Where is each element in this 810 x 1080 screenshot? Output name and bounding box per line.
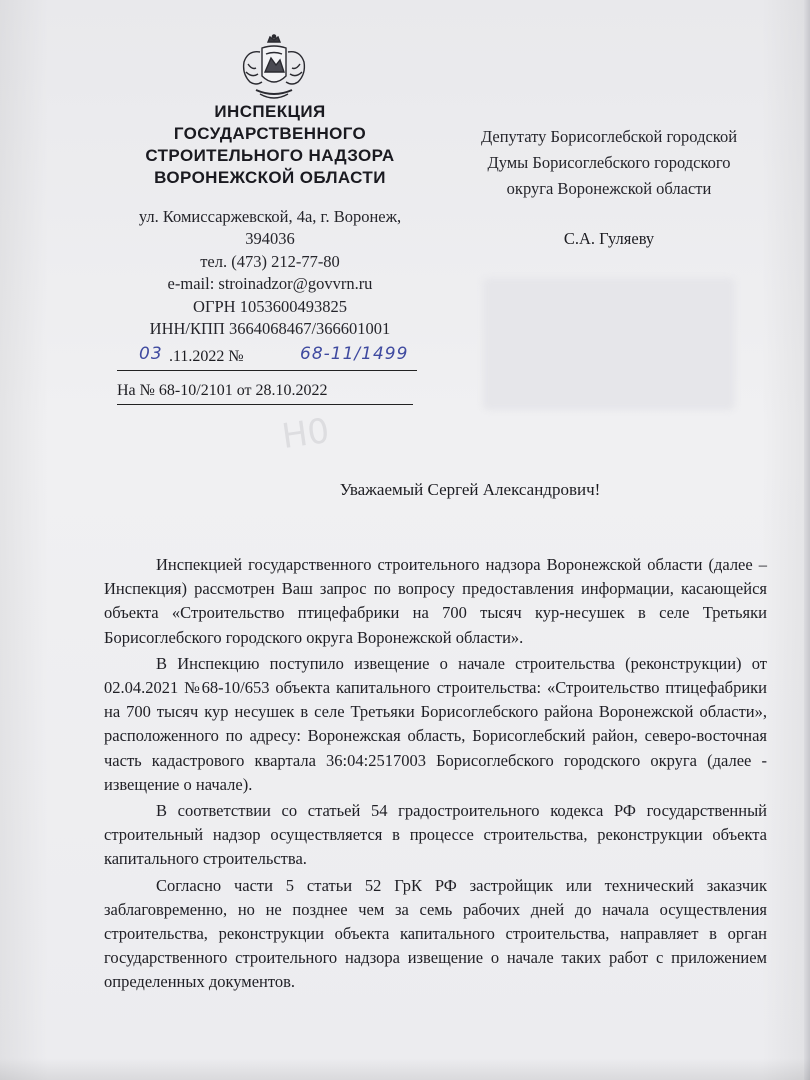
salutation: Уважаемый Сергей Александрович! bbox=[339, 480, 601, 499]
coat-of-arms-icon bbox=[234, 34, 314, 106]
address-line: ИНН/КПП 3664068467/366601001 bbox=[149, 319, 391, 339]
page-bottom-shadow bbox=[0, 1058, 810, 1080]
address-line: тел. (473) 212-77-80 bbox=[200, 251, 340, 271]
redacted-area bbox=[483, 278, 735, 410]
recipient-name: С.А. Гуляеву bbox=[563, 229, 655, 248]
page-edge bbox=[804, 0, 810, 1080]
faint-stamp-mark: Н0 bbox=[279, 410, 332, 458]
address-line: ул. Комиссаржевской, 4а, г. Воронеж, bbox=[138, 207, 402, 226]
recipient-line: Думы Борисоглебского городского bbox=[487, 153, 731, 172]
org-name-line: ИНСПЕКЦИЯ bbox=[214, 102, 326, 121]
address-line: 394036 bbox=[245, 229, 295, 249]
letter-body bbox=[104, 553, 767, 997]
handwritten-number: 68-11/1499 bbox=[300, 344, 409, 364]
reply-reference: На № 68-10/2101 от 28.10.2022 bbox=[117, 382, 413, 405]
outgoing-date-printed: .11.2022 № bbox=[169, 348, 244, 365]
address-line: e-mail: stroinadzor@govvrn.ru bbox=[167, 274, 373, 294]
body-paragraph: Инспекцией государственного строительного надзора Воронежской области (далее – Инспекция) рассмотрен Ваш запрос по вопросу предоставления информации, касающейся объекта «Строительство птицефабрики на 700 тысяч кур-несушек в селе Третьяки Борисоглебского городского округа Воронежской области». bbox=[104, 555, 767, 647]
address-line: ОГРН 1053600493825 bbox=[193, 296, 347, 316]
organization-name bbox=[110, 101, 430, 189]
handwritten-day: 03 bbox=[139, 344, 163, 364]
body-paragraph: В соответствии со статьей 54 градостроительного кодекса РФ государственный строительный надзор осуществляется в процессе строительства, реконструкции объекта капитального строительства. bbox=[104, 801, 767, 869]
recipient-line: Депутату Борисоглебской городской bbox=[480, 127, 738, 146]
outgoing-number-line bbox=[117, 346, 417, 371]
body-paragraph: Согласно части 5 статьи 52 ГрК РФ застройщик или технический заказчик заблаговременно, но не позднее чем за семь рабочих дней до начала осуществления строительства, реконструкции объекта капитального строительства, направляет в орган государственного строительного надзора извещение о начале таких работ с приложением определенных документов. bbox=[104, 875, 767, 992]
organization-address bbox=[105, 206, 435, 340]
recipient-line: округа Воронежской области bbox=[506, 179, 712, 198]
body-paragraph: В Инспекцию поступило извещение о начале строительства (реконструкции) от 02.04.2021 №68-10/653 объекта капитального строительства: «Строительство птицефабрики на 700 тысяч кур несушек в селе Третьяки Борисоглебского района Воронежской области», расположенного по адресу: Воронежская область, Борисоглебский район, северо-восточная часть кадастрового квартала 36:04:2517003 Борисоглебского городского округа (далее - извещение о начале). bbox=[104, 653, 767, 794]
org-name-line: СТРОИТЕЛЬНОГО НАДЗОРА bbox=[145, 146, 395, 165]
org-name-line: ГОСУДАРСТВЕННОГО bbox=[173, 124, 367, 143]
recipient-block bbox=[438, 124, 780, 202]
org-name-line: ВОРОНЕЖСКОЙ ОБЛАСТИ bbox=[154, 168, 386, 187]
